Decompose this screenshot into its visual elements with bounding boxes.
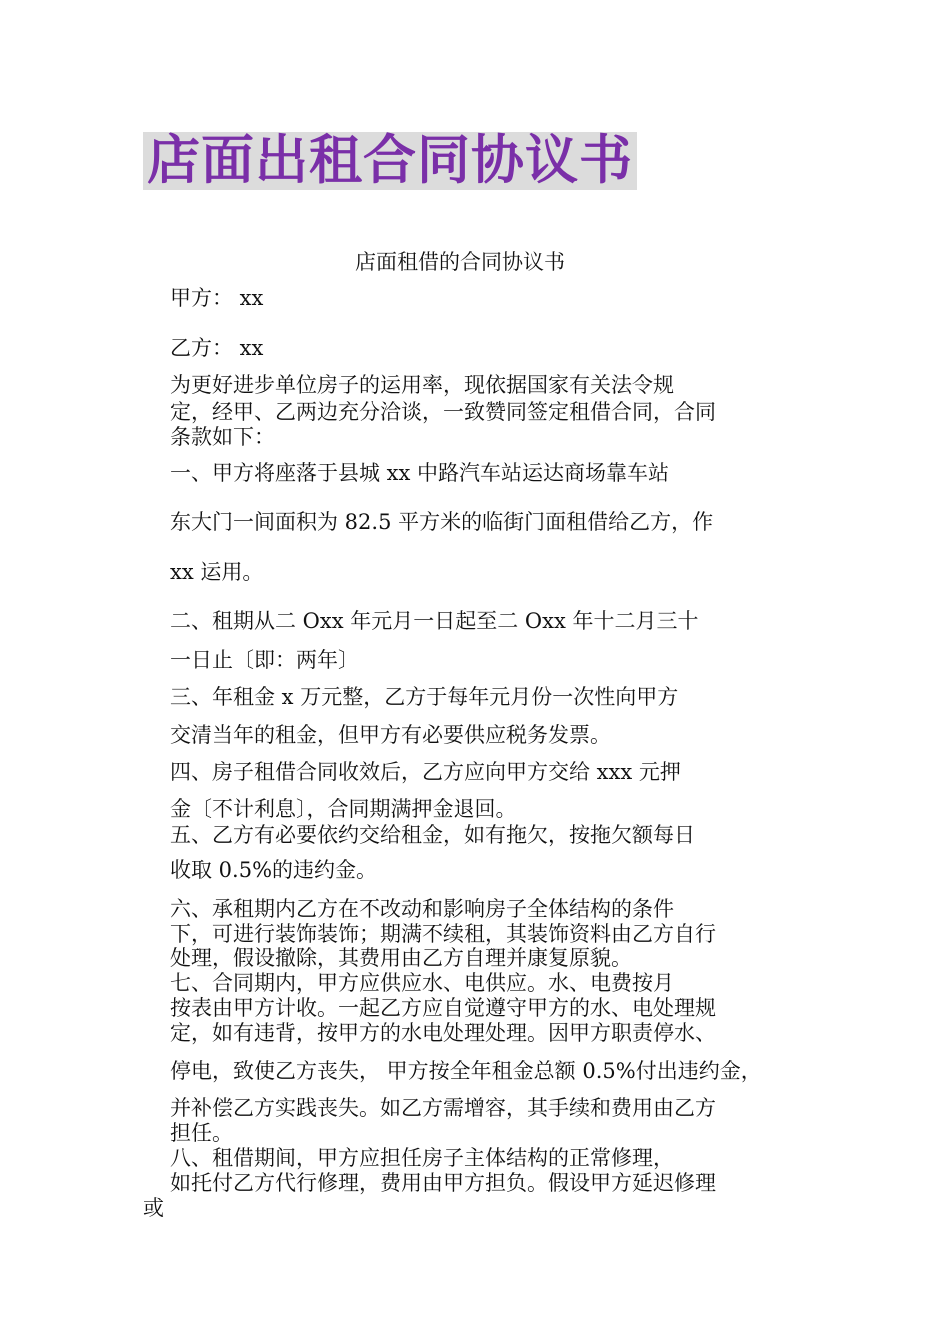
body-line: xx 运用。 bbox=[170, 560, 264, 584]
body-line: 四、房子租借合同收效后，乙方应向甲方交给 xxx 元押 bbox=[170, 760, 681, 784]
body-line: 六、承租期内乙方在不改动和影响房子全体结构的条件 bbox=[170, 897, 674, 921]
body-line: 定，经甲、乙两边充分洽谈，一致赞同签定租借合同，合同 bbox=[170, 400, 716, 424]
body-line: 如托付乙方代行修理，费用由甲方担负。假设甲方延迟修理 bbox=[170, 1171, 716, 1195]
body-line: 担任。 bbox=[170, 1121, 233, 1145]
body-line: 东大门一间面积为 82.5 平方米的临街门面租借给乙方，作 bbox=[170, 510, 714, 534]
document-title: 店面出租合同协议书 bbox=[147, 130, 633, 191]
body-line: 或 bbox=[143, 1196, 164, 1220]
document-subtitle: 店面租借的合同协议书 bbox=[355, 250, 565, 274]
body-line: 二、租期从二 Oxx 年元月一日起至二 Oxx 年十二月三十 bbox=[170, 609, 699, 633]
body-line: 停电，致使乙方丧失， 甲方按全年租金总额 0.5%付出违约金， bbox=[170, 1059, 762, 1083]
body-line: 七、合同期内，甲方应供应水、电供应。水、电费按月 bbox=[170, 971, 674, 995]
body-line: 一日止〔即：两年〕 bbox=[170, 648, 359, 672]
body-line: 按表由甲方计收。一起乙方应自觉遵守甲方的水、电处理规 bbox=[170, 996, 716, 1020]
body-line: 收取 0.5%的违约金。 bbox=[170, 858, 378, 882]
body-line: 交清当年的租金，但甲方有必要供应税务发票。 bbox=[170, 723, 611, 747]
body-line: 并补偿乙方实践丧失。如乙方需增容，其手续和费用由乙方 bbox=[170, 1096, 716, 1120]
body-line: 三、年租金 x 万元整，乙方于每年元月份一次性向甲方 bbox=[170, 685, 679, 709]
body-line: 五、乙方有必要依约交给租金，如有拖欠，按拖欠额每日 bbox=[170, 823, 695, 847]
body-line: 一、甲方将座落于县城 xx 中路汽车站运达商场靠车站 bbox=[170, 461, 670, 485]
body-line: 下，可进行装饰装饰；期满不续租，其装饰资料由乙方自行 bbox=[170, 922, 716, 946]
body-line: 八、租借期间，甲方应担任房子主体结构的正常修理， bbox=[170, 1146, 674, 1170]
party-b-line: 乙方： xx bbox=[170, 336, 264, 360]
body-line: 定，如有违背，按甲方的水电处理处理。因甲方职责停水、 bbox=[170, 1021, 716, 1045]
body-line: 条款如下： bbox=[170, 425, 275, 449]
body-line: 处理，假设撤除，其费用由乙方自理并康复原貌。 bbox=[170, 946, 632, 970]
body-line: 金〔不计利息〕，合同期满押金退回。 bbox=[170, 797, 517, 821]
title-highlight bbox=[143, 132, 637, 190]
party-a-line: 甲方： xx bbox=[170, 286, 264, 310]
body-line: 为更好进步单位房子的运用率，现依据国家有关法令规 bbox=[170, 373, 674, 397]
